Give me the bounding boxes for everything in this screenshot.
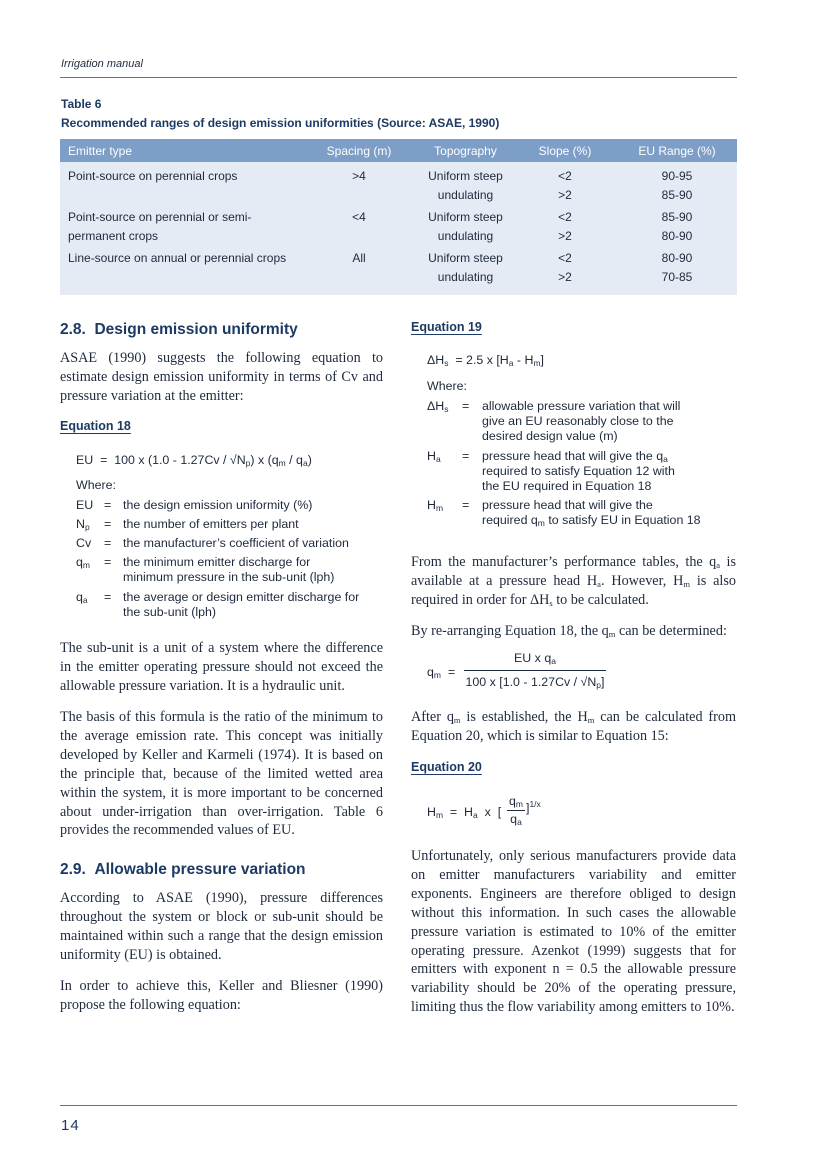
- table-cell: undulating: [437, 228, 494, 243]
- table-header-row: [60, 139, 737, 162]
- equals: =: [104, 590, 112, 604]
- table-cell: permanent crops: [68, 228, 159, 243]
- column-header: Spacing (m): [300, 139, 418, 162]
- symbol: $H_a$: [427, 449, 441, 464]
- column-header: EU Range (%): [617, 139, 737, 162]
- equals: =: [462, 498, 470, 512]
- table-cell: >2: [558, 228, 572, 243]
- table-row: [60, 162, 737, 204]
- symbol: $\Delta H_s$: [427, 399, 449, 414]
- symbol: EU: [76, 498, 94, 512]
- definition-text: pressure head that will give the $q_a$ required to satisfy Equation 12 with the EU required in Equation 18: [482, 449, 675, 493]
- equation-20-label: Equation 20: [411, 760, 482, 774]
- table-cell: Point-source on perennial crops: [68, 169, 238, 183]
- table-cell: 70-85: [661, 269, 693, 284]
- where-label: Where:: [76, 478, 116, 492]
- symbol: $N_p$: [76, 517, 90, 532]
- definition-delta-hs: [427, 399, 737, 447]
- equation-19-label: Equation 19: [411, 320, 482, 334]
- table-cell: 80-90: [661, 251, 693, 265]
- fraction-bar: [464, 670, 606, 671]
- definition-text: pressure head that will give the required $q_m$ to satisfy EU in Equation 18: [482, 498, 701, 528]
- table-cell: 80-90: [661, 228, 693, 243]
- definition-eu: [76, 498, 386, 516]
- equals: =: [104, 555, 112, 569]
- table-cell: <4: [352, 210, 366, 224]
- table-cell: undulating: [437, 269, 494, 284]
- equation-20-exponent: ]$^{1/x}$: [526, 798, 541, 815]
- equation-20-numerator: $q_m$: [509, 794, 523, 809]
- running-header: Irrigation manual: [61, 58, 143, 70]
- header-rule: [60, 77, 737, 78]
- definition-qm: [76, 555, 386, 587]
- table-cell: >2: [558, 269, 572, 284]
- table-label: Table 6: [61, 97, 102, 111]
- table-cell: <2: [558, 169, 572, 183]
- section-number: 2.8.: [60, 321, 86, 338]
- equation-qm-numerator: EU x $q_a$: [514, 651, 556, 666]
- paragraph-unfortunately: Unfortunately, only serious manufacturers provide data on emitter manufacturers variability and emitter exponents. Engineers are therefore obliged to design without this information. In such cases the allowable pressure variation is estimated to 10% of the emitter operating pressure. Azenkot (1999) suggests that for emitters with exponent n = 0.5 the allowable pressure variability should be 20% of the operating pressure, limiting thus the flow variability among emitters to 10%.: [411, 848, 736, 1016]
- paragraph-rearrange: By re-arranging Equation 18, the $q_m$ can be determined:: [411, 623, 727, 639]
- section-title: Design emission uniformity: [94, 321, 298, 338]
- paragraph-subunit: The sub-unit is a unit of a system where the difference in the emitter operating pressure should not exceed the allowable pressure variation. It is a hydraulic unit.: [60, 640, 383, 694]
- table-cell: >2: [558, 187, 572, 202]
- equals: =: [462, 449, 470, 463]
- definition-cv: [76, 536, 386, 554]
- table-cell: All: [352, 251, 366, 265]
- definition-text: the average or design emitter discharge for the sub-unit (lph): [123, 590, 360, 619]
- definition-hm: [427, 498, 737, 530]
- definition-ha: [427, 449, 737, 497]
- table-cell: Point-source on perennial or semi-: [68, 210, 252, 224]
- fraction-bar: [507, 810, 525, 811]
- definition-qa: [76, 590, 386, 622]
- table-cell: 85-90: [661, 210, 693, 224]
- table-cell: <2: [558, 251, 572, 265]
- equals: =: [104, 498, 112, 512]
- equation-20-denominator: $q_a$: [510, 812, 522, 827]
- table-6: [60, 139, 737, 295]
- equation-20-lhs: $H_m = H_a$ x [: [427, 805, 502, 820]
- table-cell: Uniform steep: [428, 210, 503, 224]
- table-cell: Uniform steep: [428, 169, 503, 183]
- equation-qm-lhs: $q_m$ =: [427, 665, 456, 680]
- equals: =: [104, 536, 112, 550]
- symbol: Cv: [76, 536, 92, 550]
- section-title: Allowable pressure variation: [94, 861, 306, 878]
- table-cell: <2: [558, 210, 572, 224]
- column-header: Slope (%): [513, 139, 617, 162]
- paragraph-manufacturer: From the manufacturer’s performance tables, the $q_a$ is available at a pressure head $H_a$. However, $H_m$ is also required in order for $\Delta H_s$ to be calculated.: [411, 554, 736, 608]
- equals: =: [104, 517, 112, 531]
- table-cell: 85-90: [661, 187, 693, 202]
- table-cell: undulating: [437, 187, 494, 202]
- table-row: [60, 245, 737, 295]
- equation-qm-denominator: 100 x $[1.0 - 1.27Cv / √N_p]$: [465, 675, 605, 690]
- section-heading-2-9: [60, 861, 306, 879]
- definition-text: the manufacturer’s coefficient of variation: [123, 536, 349, 550]
- paragraph-intro: ASAE (1990) suggests the following equation to estimate design emission uniformity in terms of Cv and pressure variation at the emitter:: [60, 350, 383, 404]
- paragraph-after-qm: After $q_m$ is established, the $H_m$ can be calculated from Equation 20, which is similar to Equation 15:: [411, 709, 737, 744]
- symbol: $q_a$: [76, 590, 88, 605]
- symbol: $H_m$: [427, 498, 444, 513]
- table-cell: >4: [352, 169, 366, 183]
- paragraph-basis: The basis of this formula is the ratio of the minimum to the average emission rate. This concept was initially developed by Keller and Karmeli (1974). It is based on the principle that, because of the limited wetted area within the system, it is more important to be concerned about under-irrigation than over-irrigation. Table 6 provides the recommended values of EU.: [60, 709, 383, 839]
- section-heading-2-8: [60, 321, 298, 339]
- equals: =: [462, 399, 470, 413]
- table-row: [60, 204, 737, 245]
- equation-19-formula: $\Delta H_s = 2.5$ x $[H_a - H_m]$: [427, 353, 544, 368]
- where-label: Where:: [427, 379, 467, 393]
- section-number: 2.9.: [60, 861, 86, 878]
- column-header: Topography: [418, 139, 513, 162]
- paragraph-asae: According to ASAE (1990), pressure differences throughout the system or block or sub-unit should be maintained within such a range that the design emission uniformity (EU) is obtained.: [60, 890, 383, 963]
- paragraph-keller: In order to achieve this, Keller and Bliesner (1990) propose the following equation:: [60, 978, 383, 1013]
- page-number: 14: [61, 1117, 80, 1134]
- definition-text: the minimum emitter discharge for minimum pressure in the sub-unit (lph): [123, 555, 335, 584]
- equation-18-label: Equation 18: [60, 419, 131, 433]
- table-cell: 90-95: [661, 169, 693, 183]
- definition-np: [76, 517, 386, 535]
- definition-text: the number of emitters per plant: [123, 517, 299, 531]
- table-caption: Recommended ranges of design emission uniformities (Source: ASAE, 1990): [61, 116, 500, 130]
- definition-text: allowable pressure variation that will give an EU reasonably close to the desired design value (m): [482, 399, 681, 443]
- table-cell: Uniform steep: [428, 251, 503, 265]
- equation-18-formula: EU = 100 x $(1.0 - 1.27Cv / √N_p)$ x $(q_m / q_a)$: [76, 453, 312, 468]
- definition-text: the design emission uniformity (%): [123, 498, 313, 512]
- footer-rule: [60, 1105, 737, 1106]
- column-header: Emitter type: [60, 139, 300, 162]
- symbol: $q_m$: [76, 555, 90, 570]
- table-cell: Line-source on annual or perennial crops: [68, 251, 287, 265]
